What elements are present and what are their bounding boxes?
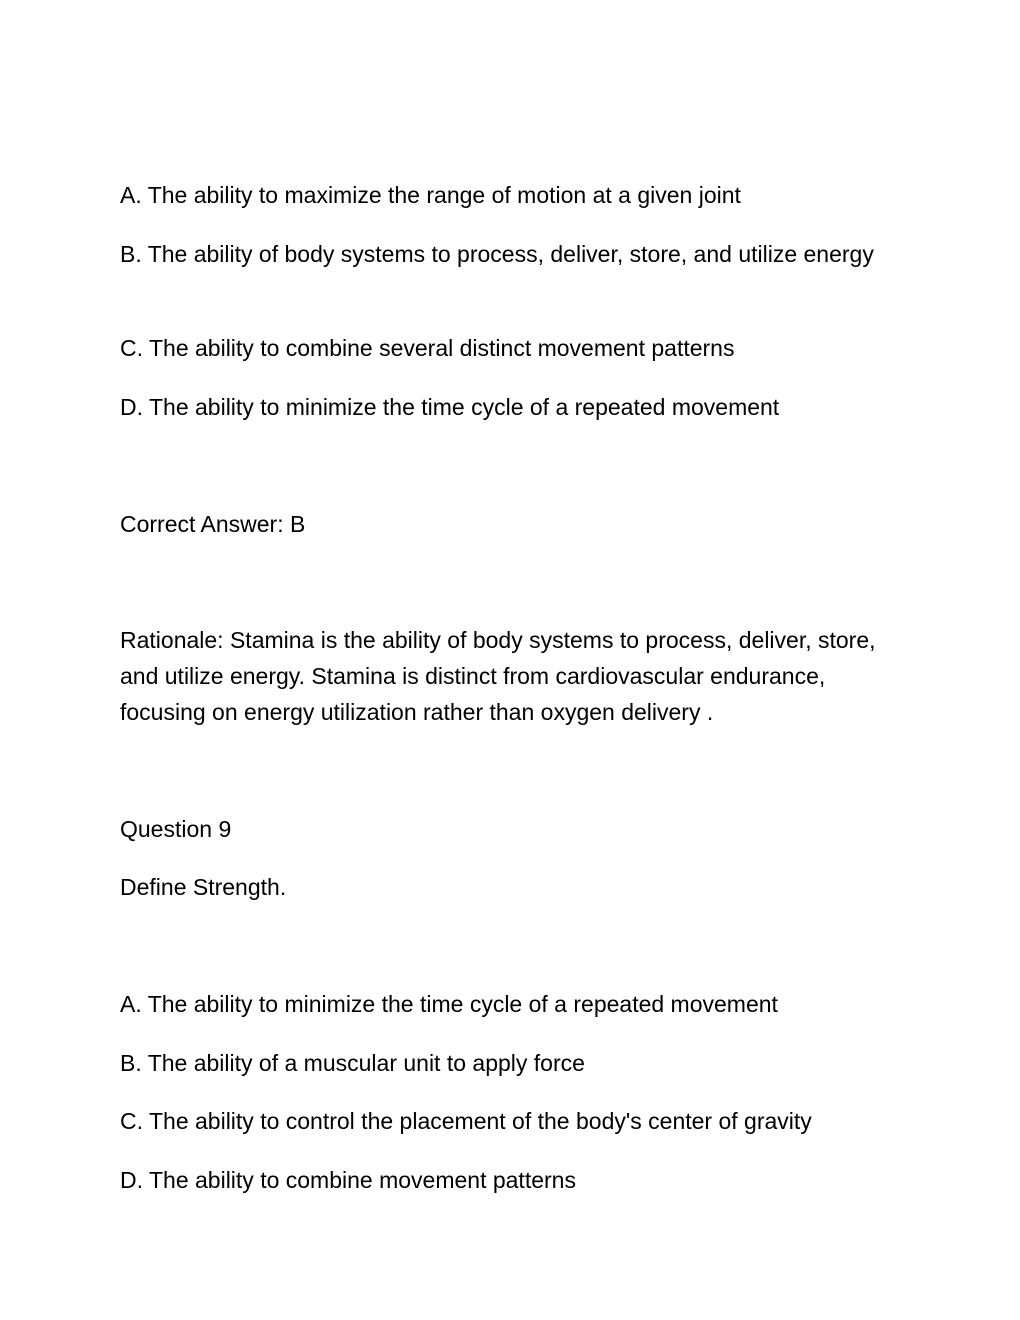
option-a-stamina: A. The ability to maximize the range of motion at a given joint [120, 182, 741, 208]
option-c-strength: C. The ability to control the placement of the body's center of gravity [120, 1108, 812, 1134]
question-heading: Question 9 [120, 816, 232, 842]
rationale: Rationale: Stamina is the ability of body systems to process, deliver, store, and utilize energy. Stamina is distinct from cardiovascular endurance, focusing on energy utilization rather than oxygen delivery . [120, 627, 876, 725]
option-c-stamina: C. The ability to combine several distinct movement patterns [120, 335, 735, 361]
question-prompt: Define Strength. [120, 874, 287, 900]
correct-answer: Correct Answer: B [120, 511, 306, 537]
option-b-strength: B. The ability of a muscular unit to apply force [120, 1050, 585, 1076]
option-a-strength: A. The ability to minimize the time cycle of a repeated movement [120, 991, 778, 1017]
option-b-stamina: B. The ability of body systems to process, deliver, store, and utilize energy [120, 241, 874, 267]
option-d-strength: D. The ability to combine movement patterns [120, 1167, 576, 1193]
option-d-stamina: D. The ability to minimize the time cycle of a repeated movement [120, 394, 780, 420]
